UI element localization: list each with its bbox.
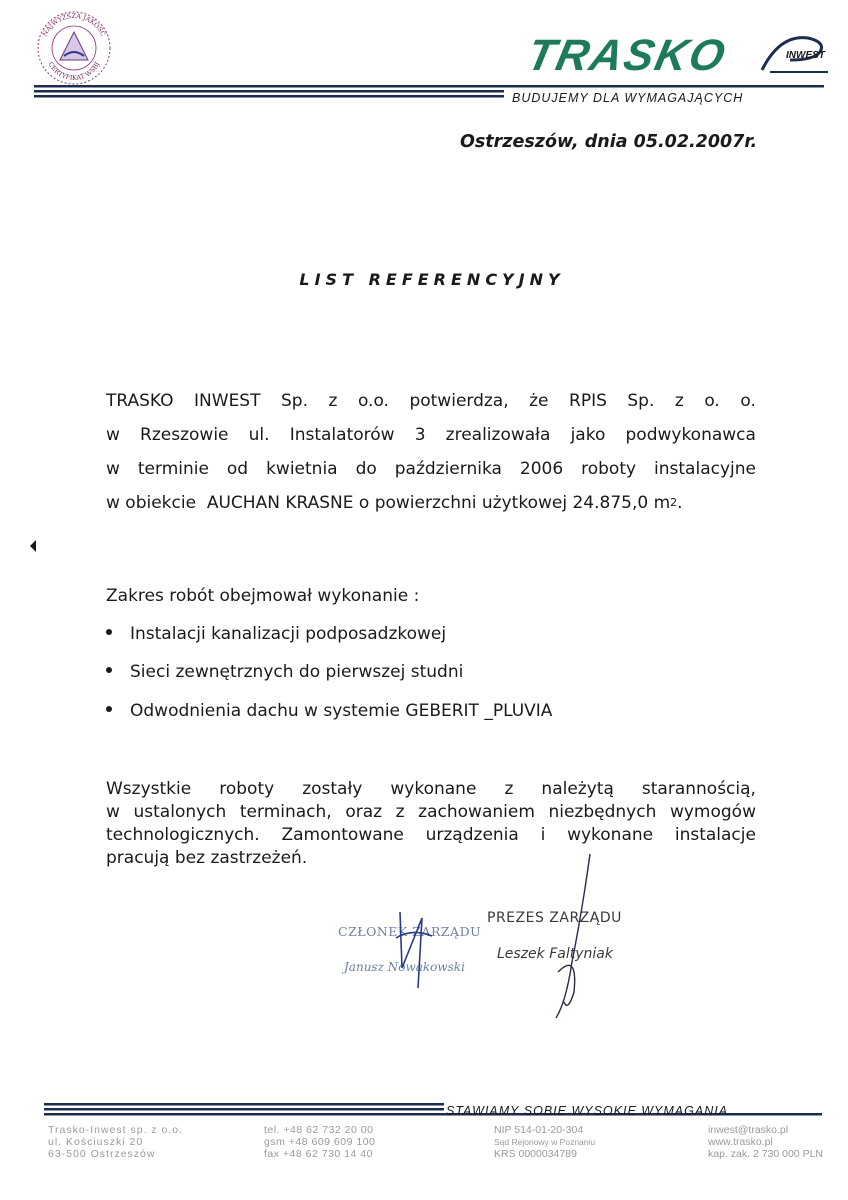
bullet-icon [106,629,112,635]
intro-word: podwykonawca [625,425,756,445]
intro-word: ul. [248,425,270,445]
intro-word: od [226,459,249,479]
list-item-text: Instalacji kanalizacji podposadzkowej [130,624,447,644]
footer-text: kap. zak. 2 730 000 PLN [708,1148,823,1160]
intro-word: w [106,425,120,445]
closing-word: niezbędnych [548,802,657,822]
intro-word: z [674,391,684,411]
closing-word: Zamontowane [281,825,404,845]
closing-line [106,778,756,801]
closing-word: technologicznych. [106,825,260,845]
intro-word: TRASKO [106,391,174,411]
closing-word: oraz [345,802,383,822]
intro-word: o.o. [357,391,389,411]
closing-word: należytą [541,779,614,799]
footer-text: ul. Kościuszki 20 [48,1136,144,1148]
footer-email-link[interactable]: inwest@trasko.pl [708,1124,789,1136]
list-item [106,662,463,682]
footer-text: NIP 514-01-20-304 [494,1124,584,1136]
intro-line [106,418,756,452]
intro-word: Sp. [281,391,308,411]
intro-word: że [529,391,549,411]
footer-text: Trasko-Inwest sp. z o.o. [48,1124,184,1136]
quality-seal-logo [34,8,114,88]
intro-word: Sp. [627,391,655,411]
list-item [106,624,446,644]
footer-text: gsm +48 609 609 100 [264,1136,376,1148]
footer-text: KRS 0000034789 [494,1148,577,1160]
footer-website-link[interactable]: www.trasko.pl [708,1136,773,1148]
closing-word: wykonane [390,779,477,799]
bullet-icon [106,706,112,712]
intro-word: z [328,391,338,411]
closing-line: pracują bez zastrzeżeń. [106,848,308,868]
closing-word: z [395,802,405,822]
bullet-icon [106,667,112,673]
company-logo-sub: INWEST [786,50,825,61]
intro-word: roboty [581,459,637,479]
intro-line [106,384,756,418]
intro-word: października [394,459,502,479]
intro-word: Rzeszowie [140,425,229,445]
footer-company-address [48,1124,183,1160]
letter-date: Ostrzeszów, dnia 05.02.2007r. [460,132,758,152]
intro-word: do [355,459,377,479]
closing-word: z [504,779,514,799]
closing-word: instalacje [674,825,756,845]
footer-registry [494,1124,595,1160]
scope-intro: Zakres robót obejmował wykonanie : [106,586,420,606]
closing-word: Wszystkie [106,779,192,799]
intro-word: o. [704,391,720,411]
president-signature [538,852,598,1022]
intro-word: jako [570,425,606,445]
footer-text: fax +48 62 730 14 40 [264,1148,373,1160]
closing-word: wymogów [669,802,756,822]
unit-superscript: 2 [670,496,678,509]
footer-slogan: STAWIAMY SOBIE WYSOKIE WYMAGANIA [446,1104,729,1118]
president-name: Leszek Faltyniak [497,946,613,962]
president-stamp: PREZES ZARZĄDU [487,910,622,926]
intro-word: w [106,459,120,479]
footer-contact [708,1124,823,1160]
intro-word: RPIS [569,391,607,411]
closing-paragraph [106,778,756,870]
board-member-stamp: CZŁONEK ZARZĄDU [338,924,482,939]
intro-word: 3 [414,425,426,445]
intro-line-end: . [677,493,683,513]
intro-word: o. [740,391,756,411]
intro-line-text: w obiekcie AUCHAN KRASNE o powierzchni użytkowej 24.875,0 m [106,493,671,513]
closing-word: ustalonych [133,802,227,822]
margin-arrow-icon [30,540,36,552]
footer-text: tel. +48 62 732 20 00 [264,1124,374,1136]
list-item-text: Odwodnienia dachu w systemie GEBERIT _PLUVIA [130,701,553,721]
intro-line [106,452,756,486]
intro-paragraph [106,384,756,520]
board-member-name: Janusz Nowakowski [344,960,465,974]
header-slogan: BUDUJEMY DLA WYMAGAJĄCYCH [512,91,744,105]
closing-word: roboty [219,779,275,799]
list-item-text: Sieci zewnętrznych do pierwszej studni [130,662,464,682]
closing-word: i [540,825,546,845]
closing-word: terminach, [239,802,332,822]
closing-word: zostały [302,779,363,799]
list-item [106,701,552,721]
intro-line [106,486,756,520]
intro-word: 2006 [519,459,564,479]
letter-title: LIST REFERENCYJNY [299,270,565,289]
intro-word: Instalatorów [289,425,395,445]
intro-word: INWEST [194,391,261,411]
closing-word: starannością, [641,779,756,799]
closing-line [106,824,756,847]
closing-word: zachowaniem [418,802,535,822]
footer-text: 63-500 Ostrzeszów [48,1148,156,1160]
closing-line [106,801,756,824]
board-member-signature [382,908,442,992]
intro-word: potwierdza, [409,391,509,411]
intro-word: instalacyjne [654,459,756,479]
intro-word: kwietnia [266,459,338,479]
footer-phones [264,1124,375,1160]
closing-word: wykonane [567,825,654,845]
svg-text:NAJWYŻSZA JAKOŚĆ: NAJWYŻSZA JAKOŚĆ [40,11,108,38]
intro-word: zrealizowała [445,425,551,445]
closing-word: w [106,802,120,822]
company-logo: TRASKO [522,31,732,80]
closing-word: urządzenia [425,825,519,845]
intro-word: terminie [137,459,209,479]
svg-text:CERTYFIKAT WSBJ: CERTYFIKAT WSBJ [46,60,102,83]
footer-text: Sąd Rejonowy w Poznaniu [494,1137,596,1147]
